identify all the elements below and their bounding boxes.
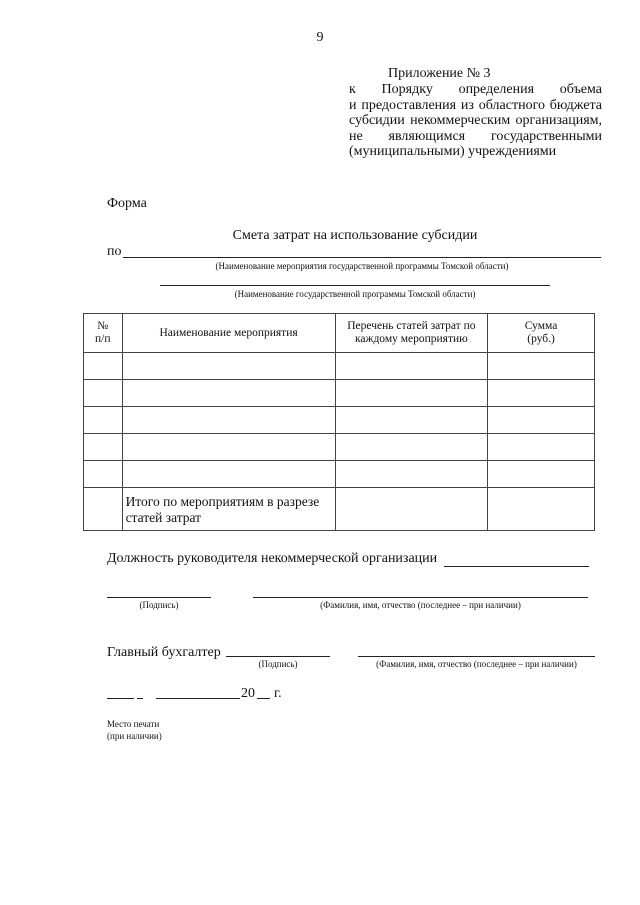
accountant-fio-caption: (Фамилия, имя, отчество (последнее – при наличии) xyxy=(376,659,577,669)
header-number: № п/п xyxy=(84,314,123,353)
total-label: Итого по мероприятиям в разрезе статей затрат xyxy=(125,494,320,525)
table-cell xyxy=(84,488,123,531)
head-signature-caption: (Подпись) xyxy=(139,600,179,610)
stamp-place xyxy=(107,718,162,742)
table-cell xyxy=(488,353,595,380)
total-label-cell xyxy=(122,488,335,531)
accountant-signature-line xyxy=(226,656,330,657)
date-year-line xyxy=(257,698,270,699)
table-cell xyxy=(335,407,488,434)
date-day-line-tail xyxy=(137,698,143,699)
table-cell xyxy=(488,380,595,407)
table-cell xyxy=(122,353,335,380)
table-cell xyxy=(122,461,335,488)
accountant-signature-caption: (Подпись) xyxy=(258,659,298,669)
appendix-body xyxy=(349,82,602,160)
table-header-row xyxy=(84,314,595,353)
table-row xyxy=(84,434,595,461)
appendix-line: не являющимся государственными xyxy=(349,128,602,144)
program-name-line xyxy=(160,285,550,286)
date-year-prefix: 20 xyxy=(241,686,255,701)
date-month-line xyxy=(156,698,240,699)
table-total-row xyxy=(84,488,595,531)
table-cell xyxy=(335,461,488,488)
table-cell xyxy=(335,353,488,380)
table-cell xyxy=(488,434,595,461)
table-cell xyxy=(84,434,123,461)
table-cell xyxy=(84,407,123,434)
head-position-line xyxy=(444,566,589,567)
table-cell xyxy=(335,434,488,461)
appendix-line: субсидии некоммерческим организациям, xyxy=(349,113,602,128)
table-cell xyxy=(84,353,123,380)
date-year-suffix: г. xyxy=(274,686,282,701)
cost-estimate-table xyxy=(83,313,595,531)
table-cell xyxy=(122,434,335,461)
appendix-line: (муниципальными) учреждениями xyxy=(349,144,557,159)
accountant-fio-line xyxy=(358,656,595,657)
header-amount: Сумма (руб.) xyxy=(488,314,595,353)
chief-accountant-label: Главный бухгалтер xyxy=(107,645,221,660)
appendix-line: к Порядку определения объема xyxy=(349,82,602,97)
appendix-line: и предоставления из областного бюджета xyxy=(349,97,602,113)
head-fio-caption: (Фамилия, имя, отчество (последнее – при наличии) xyxy=(320,600,521,610)
page-number: 9 xyxy=(316,30,324,45)
table-cell xyxy=(488,407,595,434)
event-name-caption: (Наименование мероприятия государственной программы Томской области) xyxy=(215,261,509,271)
date-day-line xyxy=(107,698,134,699)
table-row xyxy=(84,353,595,380)
table-cell xyxy=(335,380,488,407)
head-position-label: Должность руководителя некоммерческой организации xyxy=(107,551,438,566)
head-signature-line xyxy=(107,597,211,598)
head-fio-line xyxy=(253,597,588,598)
appendix-title: Приложение № 3 xyxy=(388,66,491,81)
header-event-name: Наименование мероприятия xyxy=(122,314,335,353)
table-cell xyxy=(335,488,488,531)
table-row xyxy=(84,407,595,434)
table-cell xyxy=(488,461,595,488)
table-row xyxy=(84,461,595,488)
table-cell xyxy=(488,488,595,531)
stamp-line: (при наличии) xyxy=(107,731,162,741)
document-title: Смета затрат на использование субсидии xyxy=(232,228,478,243)
program-name-caption: (Наименование государственной программы Томской области) xyxy=(234,289,476,299)
table-cell xyxy=(84,461,123,488)
table-cell xyxy=(122,380,335,407)
table-row xyxy=(84,380,595,407)
table-cell xyxy=(122,407,335,434)
event-name-line xyxy=(123,257,601,258)
po-label: по xyxy=(107,244,122,259)
table-cell xyxy=(84,380,123,407)
header-cost-items: Перечень статей затрат по каждому мероприятию xyxy=(335,314,488,353)
form-label: Форма xyxy=(107,196,147,211)
stamp-line: Место печати xyxy=(107,719,160,729)
